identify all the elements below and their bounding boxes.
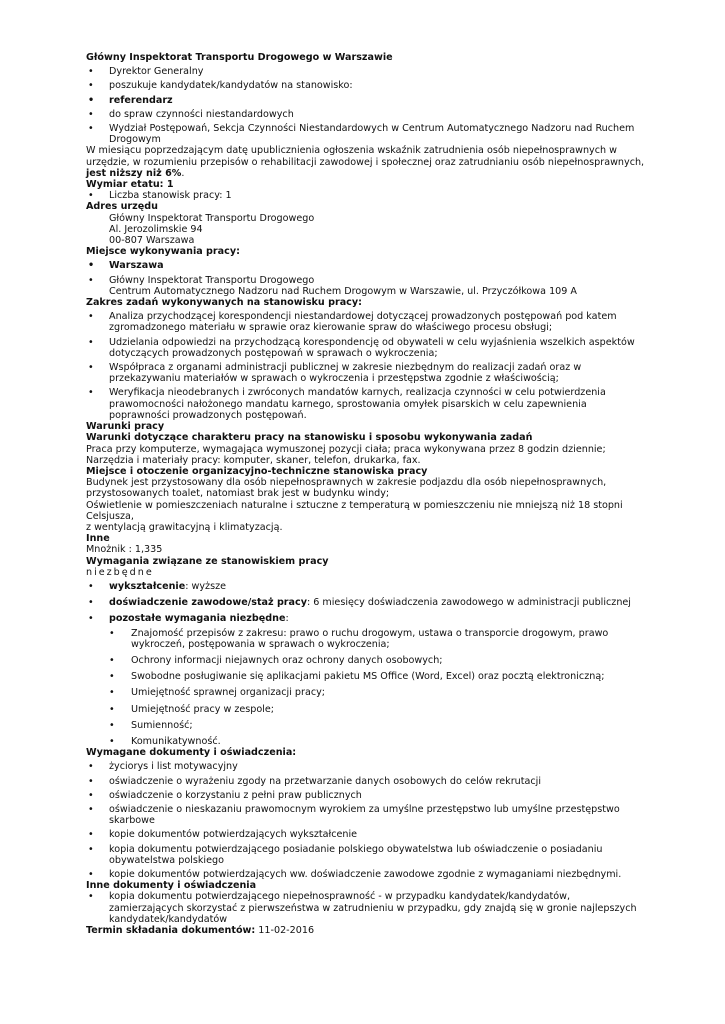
multiplier-value: Mnożnik : 1,335 bbox=[86, 544, 163, 556]
paragraph: Oświetlenie w pomieszczeniach naturalne i sztuczne z temperaturą w pomieszczeniu nie mniejszą niż 18 stopni Celsjusza, bbox=[86, 499, 623, 522]
list-item: • kopia dokumentu potwierdzającego niepełnosprawność - w przypadku kandydatek/kandydatów, zamierzających skorzystać z pierwszeństwa w zatrudnieniu w przypadku, gdy znajdą się w gronie najlepszych kandydatek/kandydatów bbox=[88, 891, 637, 925]
bullet-icon: • bbox=[109, 654, 115, 666]
list-item: • Umiejętność pracy w zespole; bbox=[109, 703, 275, 715]
list-item: • Znajomość przepisów z zakresu: prawo o ruchu drogowym, ustawa o transporcie drogowym, prawo wykroczeń, postępowania w sprawach o wykroczenia; bbox=[109, 627, 609, 650]
inne-heading: Inne bbox=[86, 533, 110, 545]
dokumenty-list bbox=[86, 761, 646, 880]
list-item: • Współpraca z organami administracji publicznej w zakresie niezbędnym do realizacji zadań oraz w przekazywaniu materiałów w sprawach o wykroczenia i przestępstwa zgodnie z właściwością; bbox=[88, 362, 582, 385]
list-item: • wykształcenie: wyższe bbox=[88, 580, 227, 592]
list-item: • Dyrektor Generalny bbox=[88, 66, 204, 78]
list-item: • kopia dokumentu potwierdzającego posiadanie polskiego obywatelstwa lub oświadczenie o posiadaniu obywatelstwa polskiego bbox=[88, 843, 603, 866]
bullet-icon: • bbox=[88, 869, 94, 880]
zakres-heading: Zakres zadań wykonywanych na stanowisku pracy: bbox=[86, 297, 362, 309]
bullet-icon: • bbox=[88, 123, 94, 135]
inne-dokumenty-list bbox=[86, 891, 646, 925]
warunki-otoczenie-heading: Miejsce i otoczenie organizacyjno-techniczne stanowiska pracy bbox=[86, 465, 428, 477]
bullet-icon: • bbox=[109, 719, 115, 731]
inne-dokumenty-heading: Inne dokumenty i oświadczenia bbox=[86, 880, 257, 892]
list-item: • Warszawa bbox=[88, 260, 164, 272]
bullet-icon: • bbox=[88, 843, 94, 855]
list-item: • oświadczenie o wyrażeniu zgody na przetwarzanie danych osobowych do celów rekrutacji bbox=[88, 775, 542, 787]
list-item: • Główny Inspektorat Transportu Drogowego bbox=[88, 274, 315, 286]
list-item: • oświadczenie o korzystaniu z pełni praw publicznych bbox=[88, 789, 362, 801]
job-posting-document bbox=[86, 52, 646, 936]
miejsce-heading: Miejsce wykonywania pracy: bbox=[86, 246, 240, 258]
employment-rate-paragraph: W miesiącu poprzedzającym datę upublicznienia ogłoszenia wskaźnik zatrudnienia osób niepełnosprawnych w urzędzie, w rozumieniu przepisów o rehabilitacji zawodowej i społecznej oraz zatrudnianiu osób niepełnosprawnych, jest niższy niż 6%. bbox=[86, 145, 645, 179]
bullet-icon: • bbox=[88, 94, 95, 106]
office-address: Główny Inspektorat Transportu Drogowego Al. Jerozolimskie 94 00-807 Warszawa bbox=[109, 212, 315, 247]
pozostale-wymagania-list bbox=[86, 628, 646, 748]
list-item: • Ochrony informacji niejawnych oraz ochrony danych osobowych; bbox=[109, 654, 443, 666]
bullet-icon: • bbox=[88, 260, 95, 272]
list-item: • do spraw czynności niestandardowych bbox=[88, 108, 294, 120]
bullet-icon: • bbox=[88, 580, 94, 592]
list-item: • Analiza przychodzącej korespondencji niestandardowej dotyczącej prowadzonych postępowań pod katem zgromadzonego materiału w sprawie oraz kierowanie spraw do właściwego procesu obsługi; bbox=[88, 311, 617, 334]
bullet-icon: • bbox=[88, 311, 94, 323]
bullet-icon: • bbox=[88, 597, 94, 609]
list-item: • kopie dokumentów potwierdzających ww. doświadczenie zawodowe zgodnie z wymaganiami niezbędnymi. bbox=[88, 869, 622, 880]
list-item: • życiorys i list motywacyjny bbox=[88, 761, 238, 773]
bullet-icon: • bbox=[88, 80, 94, 92]
miejsce-list bbox=[86, 260, 646, 285]
list-item: • Wydział Postępowań, Sekcja Czynności Niestandardowych w Centrum Automatycznego Nadzoru nad Ruchem Drogowym bbox=[88, 123, 635, 146]
bullet-icon: • bbox=[109, 687, 115, 699]
bullet-icon: • bbox=[88, 775, 94, 787]
paragraph: z wentylacją grawitacyjną i klimatyzacją. bbox=[86, 521, 283, 533]
bullet-icon: • bbox=[88, 803, 94, 815]
list-item: • kopie dokumentów potwierdzających wykształcenie bbox=[88, 829, 358, 841]
bullet-icon: • bbox=[109, 735, 115, 747]
bullet-icon: • bbox=[109, 703, 115, 715]
place-detail: Centrum Automatycznego Nadzoru nad Ruchem Drogowym w Warszawie, ul. Przyczółkowa 109 A bbox=[109, 285, 577, 297]
paragraph: Praca przy komputerze, wymagająca wymuszonej pozycji ciała; praca wykonywana przez 8 godzin dziennie; bbox=[86, 443, 606, 455]
bullet-icon: • bbox=[88, 336, 94, 348]
list-item: • pozostałe wymagania niezbędne: bbox=[88, 613, 289, 625]
wymagania-list bbox=[86, 581, 646, 625]
position-name: • referendarz bbox=[88, 94, 173, 106]
bullet-icon: • bbox=[88, 891, 94, 903]
bullet-icon: • bbox=[88, 387, 94, 399]
bullet-icon: • bbox=[109, 627, 115, 639]
list-item: • Liczba stanowisk pracy: 1 bbox=[88, 190, 232, 202]
list-item: • oświadczenie o nieskazaniu prawomocnym wyrokiem za umyślne przestępstwo lub umyślne przestępstwo skarbowe bbox=[88, 803, 620, 827]
wymagania-heading: Wymagania związane ze stanowiskiem pracy bbox=[86, 555, 329, 567]
list-item: • Umiejętność sprawnej organizacji pracy; bbox=[109, 687, 326, 699]
bullet-icon: • bbox=[109, 671, 115, 683]
list-item: • Komunikatywność. bbox=[109, 735, 221, 747]
bullet-icon: • bbox=[88, 66, 94, 78]
zakres-list bbox=[86, 311, 646, 421]
bullet-icon: • bbox=[88, 108, 94, 120]
list-item: • poszukuje kandydatek/kandydatów na stanowisko: bbox=[88, 80, 353, 92]
wymiar-list bbox=[86, 190, 646, 201]
bullet-icon: • bbox=[88, 761, 94, 773]
warunki-charakter-heading: Warunki dotyczące charakteru pracy na stanowisku i sposobu wykonywania zadań bbox=[86, 432, 533, 444]
list-item: • Weryfikacja nieodebranych i zwróconych mandatów karnych, realizacja czynności w celu potwierdzenia prawomocności nałożonego mandatu karnego, sprostowania omyłek pisarskich w celu zapewnienia poprawności prowadzonych postępowań. bbox=[88, 387, 606, 421]
bullet-icon: • bbox=[88, 829, 94, 841]
wymiar-etatu-heading: Wymiar etatu: 1 bbox=[86, 179, 174, 191]
adres-heading: Adres urzędu bbox=[86, 201, 158, 213]
intro-list bbox=[86, 66, 646, 145]
posting-title: Główny Inspektorat Transportu Drogowego w Warszawie bbox=[86, 52, 393, 63]
list-item: • Swobodne posługiwanie się aplikacjami pakietu MS Office (Word, Excel) oraz pocztą elektroniczną; bbox=[109, 671, 605, 683]
niezbedne-label: niezbędne bbox=[86, 566, 154, 578]
bullet-icon: • bbox=[88, 274, 94, 286]
warunki-heading: Warunki pracy bbox=[86, 421, 165, 433]
paragraph: Budynek jest przystosowany dla osób niepełnosprawnych w zakresie podjazdu dla osób niepełnosprawnych, przystosowanych toalet, natomiast brak jest w budynku windy; bbox=[86, 477, 607, 500]
paragraph: Narzędzia i materiały pracy: komputer, skaner, telefon, drukarka, fax. bbox=[86, 454, 421, 466]
submission-deadline: Termin składania dokumentów: 11-02-2016 bbox=[86, 925, 315, 937]
bullet-icon: • bbox=[88, 613, 94, 625]
dokumenty-heading: Wymagane dokumenty i oświadczenia: bbox=[86, 747, 297, 759]
bullet-icon: • bbox=[88, 362, 94, 374]
list-item: • Sumienność; bbox=[109, 719, 193, 731]
bullet-icon: • bbox=[88, 190, 94, 202]
list-item: • Udzielania odpowiedzi na przychodzącą korespondencję od obywateli w celu wyjaśnienia wszelkich aspektów dotyczących prowadzonych postępowań w sprawach o wykroczenia; bbox=[88, 336, 635, 359]
list-item: • doświadczenie zawodowe/staż pracy: 6 miesięcy doświadczenia zawodowego w administracji publicznej bbox=[88, 597, 631, 609]
bullet-icon: • bbox=[88, 789, 94, 801]
